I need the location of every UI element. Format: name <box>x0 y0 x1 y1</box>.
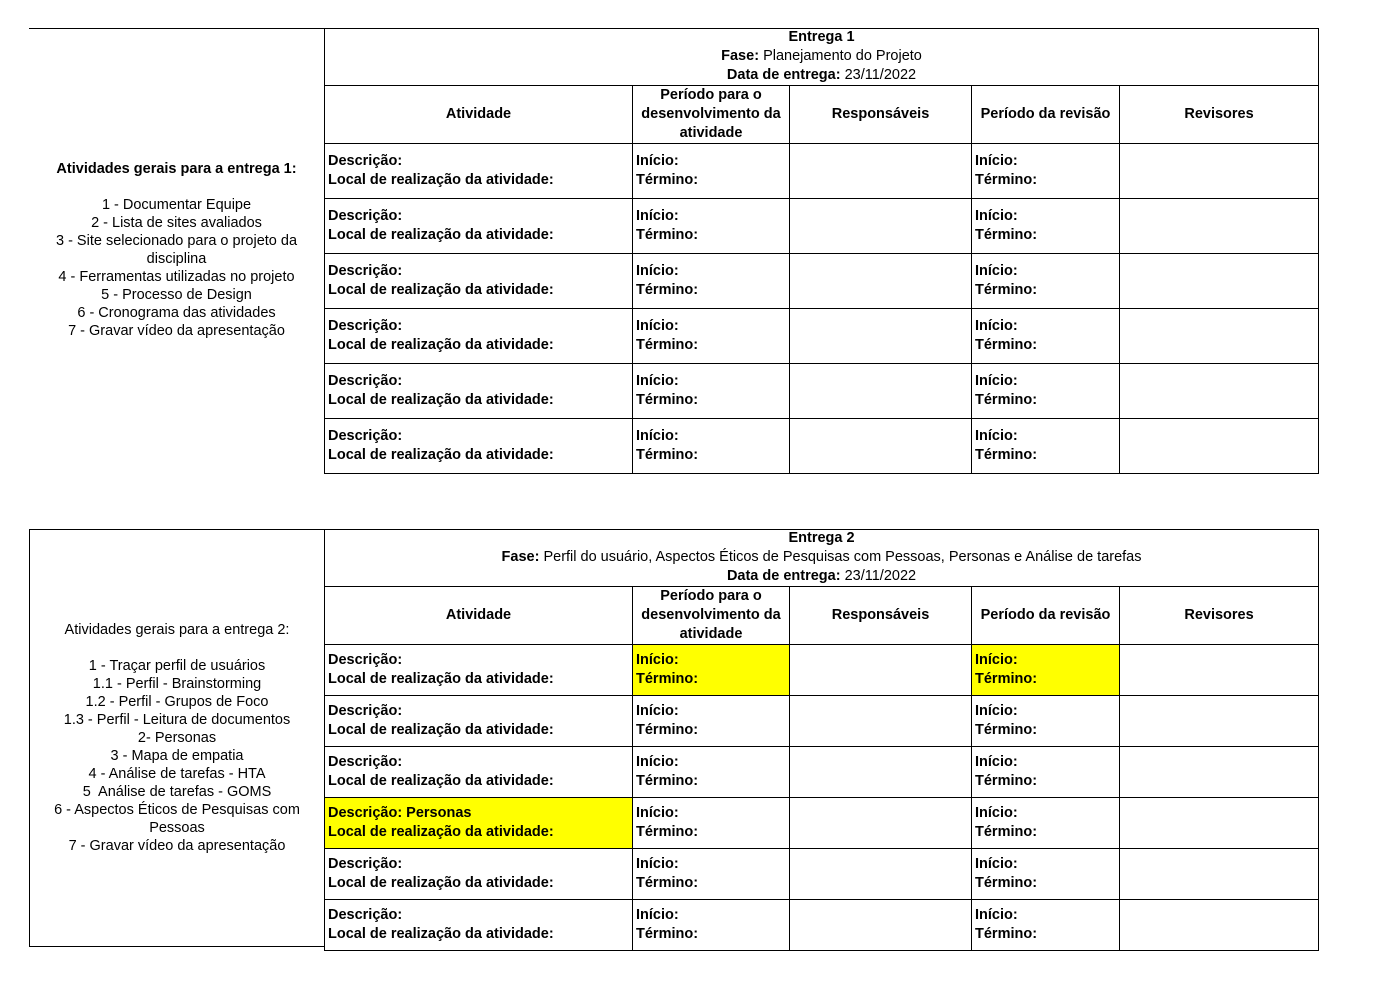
periodo-dev-cell[interactable]: Início: Término: <box>633 419 790 474</box>
table-row <box>325 900 1319 951</box>
table-row <box>325 419 1319 474</box>
entrega-1-activity-item: 3 - Site selecionado para o projeto da disciplina <box>55 232 298 267</box>
revisores-cell[interactable] <box>1120 199 1319 254</box>
entrega-2-activities-panel <box>29 529 324 947</box>
entrega-1-title: Entrega 1 <box>788 29 855 45</box>
atividade-cell[interactable]: Descrição: Local de realização da atividade: <box>325 309 633 364</box>
responsaveis-cell[interactable] <box>790 199 972 254</box>
responsaveis-cell[interactable] <box>790 747 972 798</box>
responsaveis-cell[interactable] <box>790 798 972 849</box>
col-header-responsaveis: Responsáveis <box>790 86 972 144</box>
entrega-1-activity-item: 2 - Lista de sites avaliados <box>91 214 262 231</box>
periodo-dev-cell[interactable]: Início: Término: <box>633 144 790 199</box>
entrega-2-activity-item: 7 - Gravar vídeo da apresentação <box>68 837 286 854</box>
revisores-cell[interactable] <box>1120 900 1319 951</box>
periodo-rev-cell[interactable]: Início: Término: <box>972 798 1120 849</box>
periodo-rev-cell[interactable]: Início: Término: <box>972 254 1120 309</box>
col-header-periodo-rev: Período da revisão <box>972 86 1120 144</box>
entrega-2-fase: Fase: Perfil do usuário, Aspectos Éticos de Pesquisas com Pessoas, Personas e Análise de tarefas <box>501 549 1142 565</box>
entrega-1-fase: Fase: Planejamento do Projeto <box>721 48 922 64</box>
revisores-cell[interactable] <box>1120 798 1319 849</box>
col-header-periodo-rev: Período da revisão <box>972 587 1120 645</box>
revisores-cell[interactable] <box>1120 309 1319 364</box>
col-header-revisores: Revisores <box>1120 587 1319 645</box>
atividade-cell-highlighted[interactable]: Descrição: Personas Local de realização da atividade: <box>325 798 633 849</box>
periodo-dev-cell[interactable]: Início: Término: <box>633 900 790 951</box>
entrega-2-activities-title: Atividades gerais para a entrega 2: <box>64 621 290 638</box>
periodo-dev-cell[interactable]: Início: Término: <box>633 364 790 419</box>
table-row <box>325 645 1319 696</box>
periodo-dev-cell[interactable]: Início: Término: <box>633 199 790 254</box>
atividade-cell[interactable]: Descrição: Local de realização da atividade: <box>325 254 633 309</box>
entrega-2-title: Entrega 2 <box>788 530 855 546</box>
entrega-2-header <box>325 529 1319 587</box>
periodo-rev-cell[interactable]: Início: Término: <box>972 747 1120 798</box>
entrega-2-activity-item: 2- Personas <box>137 729 217 746</box>
periodo-dev-cell[interactable]: Início: Término: <box>633 309 790 364</box>
entrega-2-activity-item: 6 - Aspectos Éticos de Pesquisas com Pessoas <box>54 801 300 836</box>
revisores-cell[interactable] <box>1120 747 1319 798</box>
periodo-rev-cell[interactable]: Início: Término: <box>972 849 1120 900</box>
responsaveis-cell[interactable] <box>790 696 972 747</box>
periodo-rev-cell[interactable]: Início: Término: <box>972 419 1120 474</box>
col-header-revisores: Revisores <box>1120 86 1319 144</box>
entrega-2-activity-item: 1.1 - Perfil - Brainstorming <box>92 675 262 692</box>
revisores-cell[interactable] <box>1120 419 1319 474</box>
entrega-1-activity-item: 1 - Documentar Equipe <box>101 196 252 213</box>
atividade-cell[interactable]: Descrição: Local de realização da atividade: <box>325 419 633 474</box>
periodo-dev-cell[interactable]: Início: Término: <box>633 696 790 747</box>
revisores-cell[interactable] <box>1120 364 1319 419</box>
periodo-rev-cell[interactable]: Início: Término: <box>972 309 1120 364</box>
col-header-periodo-dev: Período para o desenvolvimento da atividade <box>633 86 790 144</box>
periodo-dev-cell[interactable]: Início: Término: <box>633 254 790 309</box>
col-header-periodo-dev: Período para o desenvolvimento da atividade <box>633 587 790 645</box>
table-row <box>325 364 1319 419</box>
periodo-dev-cell[interactable]: Início: Término: <box>633 747 790 798</box>
atividade-cell[interactable]: Descrição: Local de realização da atividade: <box>325 696 633 747</box>
entrega-1-activities-title: Atividades gerais para a entrega 1: <box>56 160 297 177</box>
entrega-1-table <box>324 28 1319 474</box>
atividade-cell[interactable]: Descrição: Local de realização da atividade: <box>325 900 633 951</box>
revisores-cell[interactable] <box>1120 645 1319 696</box>
responsaveis-cell[interactable] <box>790 364 972 419</box>
periodo-rev-cell[interactable]: Início: Término: <box>972 364 1120 419</box>
entrega-2-activity-item: 5 Análise de tarefas - GOMS <box>82 783 272 800</box>
entrega-2-data: Data de entrega: 23/11/2022 <box>726 568 917 584</box>
periodo-rev-cell-highlighted[interactable]: Início: Término: <box>972 645 1120 696</box>
responsaveis-cell[interactable] <box>790 849 972 900</box>
entrega-1-activities-panel <box>29 28 324 471</box>
responsaveis-cell[interactable] <box>790 900 972 951</box>
responsaveis-cell[interactable] <box>790 254 972 309</box>
table-row <box>325 696 1319 747</box>
col-header-atividade: Atividade <box>325 86 633 144</box>
table-row <box>325 747 1319 798</box>
entrega-2-activity-item: 3 - Mapa de empatia <box>110 747 244 764</box>
responsaveis-cell[interactable] <box>790 144 972 199</box>
atividade-cell[interactable]: Descrição: Local de realização da atividade: <box>325 747 633 798</box>
periodo-rev-cell[interactable]: Início: Término: <box>972 696 1120 747</box>
atividade-cell[interactable]: Descrição: Local de realização da atividade: <box>325 849 633 900</box>
periodo-dev-cell[interactable]: Início: Término: <box>633 798 790 849</box>
table-row <box>325 309 1319 364</box>
atividade-cell[interactable]: Descrição: Local de realização da atividade: <box>325 144 633 199</box>
entrega-1-activity-item: 6 - Cronograma das atividades <box>77 304 276 321</box>
table-row <box>325 199 1319 254</box>
table-row <box>325 254 1319 309</box>
entrega-2-activity-item: 1.2 - Perfil - Grupos de Foco <box>85 693 269 710</box>
responsaveis-cell[interactable] <box>790 309 972 364</box>
entrega-2-table <box>324 529 1319 951</box>
periodo-dev-cell[interactable]: Início: Término: <box>633 849 790 900</box>
revisores-cell[interactable] <box>1120 144 1319 199</box>
entrega-2-activity-item: 4 - Análise de tarefas - HTA <box>88 765 266 782</box>
entrega-2-activity-item: 1.3 - Perfil - Leitura de documentos <box>63 711 291 728</box>
table-row <box>325 798 1319 849</box>
atividade-cell[interactable]: Descrição: Local de realização da atividade: <box>325 645 633 696</box>
responsaveis-cell[interactable] <box>790 419 972 474</box>
responsaveis-cell[interactable] <box>790 645 972 696</box>
periodo-dev-cell-highlighted[interactable]: Início: Término: <box>633 645 790 696</box>
revisores-cell[interactable] <box>1120 254 1319 309</box>
entrega-1-data: Data de entrega: 23/11/2022 <box>726 67 917 83</box>
col-header-responsaveis: Responsáveis <box>790 587 972 645</box>
periodo-rev-cell[interactable]: Início: Término: <box>972 900 1120 951</box>
atividade-cell[interactable]: Descrição: Local de realização da atividade: <box>325 364 633 419</box>
revisores-cell[interactable] <box>1120 849 1319 900</box>
periodo-rev-cell[interactable]: Início: Término: <box>972 199 1120 254</box>
col-header-atividade: Atividade <box>325 587 633 645</box>
entrega-1-activity-item: 5 - Processo de Design <box>101 286 252 303</box>
revisores-cell[interactable] <box>1120 696 1319 747</box>
entrega-1-activity-item: 4 - Ferramentas utilizadas no projeto <box>58 268 295 285</box>
periodo-rev-cell[interactable]: Início: Término: <box>972 144 1120 199</box>
entrega-2-activity-item: 1 - Traçar perfil de usuários <box>88 657 266 674</box>
entrega-1-header <box>325 28 1319 86</box>
entrega-1-activity-item: 7 - Gravar vídeo da apresentação <box>68 322 285 339</box>
atividade-cell[interactable]: Descrição: Local de realização da atividade: <box>325 199 633 254</box>
table-row <box>325 144 1319 199</box>
table-row <box>325 849 1319 900</box>
